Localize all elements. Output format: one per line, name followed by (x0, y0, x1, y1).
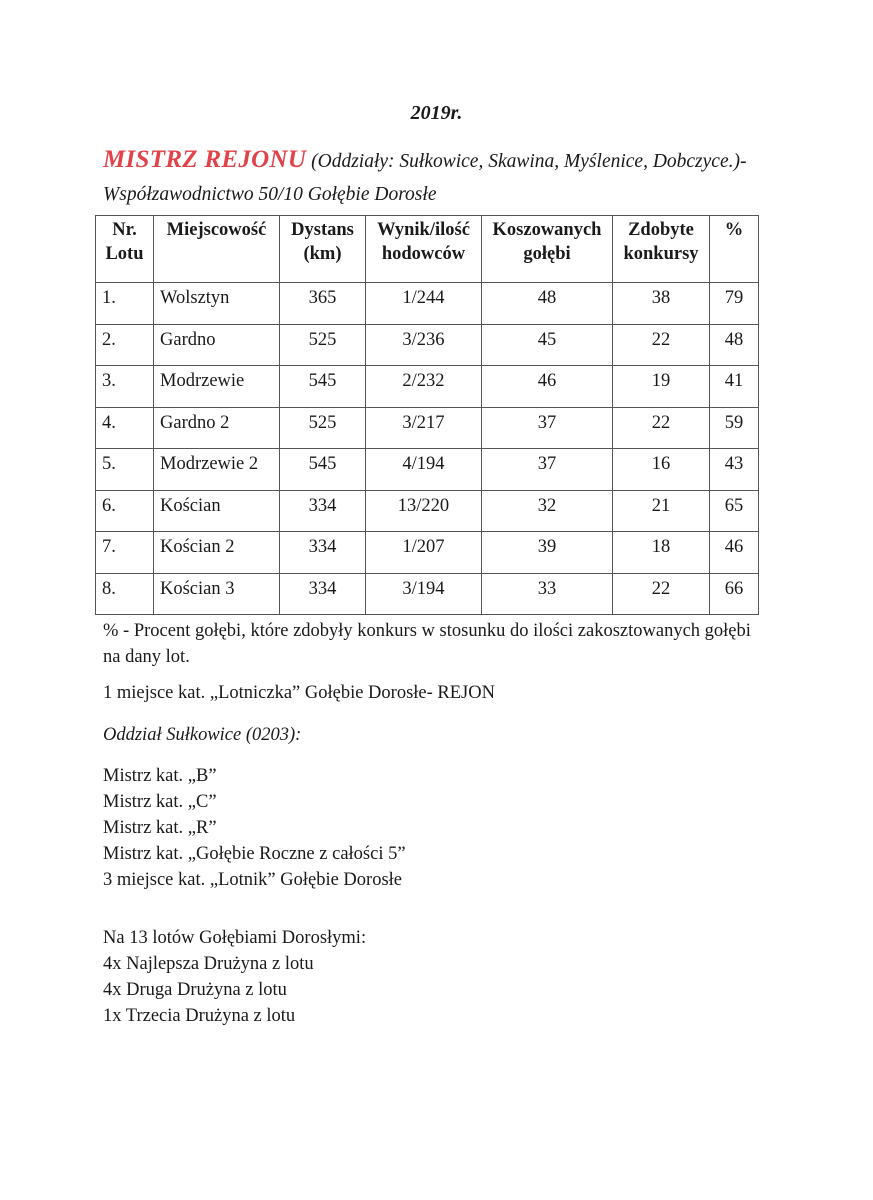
cell-place: Wolsztyn (154, 283, 280, 325)
document-heading (103, 143, 763, 211)
cell-nr: 2. (96, 324, 154, 366)
document-year: 2019r. (410, 102, 463, 124)
cell-percent: 59 (710, 407, 759, 449)
list-item: Na 13 lotów Gołębiami Dorosłymi: (103, 928, 367, 948)
table-row (96, 324, 759, 366)
table-row (96, 283, 759, 325)
cell-prizes: 21 (613, 490, 710, 532)
table-row (96, 490, 759, 532)
cell-nr: 5. (96, 449, 154, 491)
cell-nr: 3. (96, 366, 154, 408)
cell-basketed: 37 (482, 449, 613, 491)
cell-place: Gardno (154, 324, 280, 366)
cell-basketed: 45 (482, 324, 613, 366)
cell-basketed: 39 (482, 532, 613, 574)
cell-result: 1/244 (366, 283, 482, 325)
cell-percent: 79 (710, 283, 759, 325)
header-prizes: Zdobyte konkursy (613, 216, 710, 283)
list-item: 4x Najlepsza Drużyna z lotu (103, 954, 314, 974)
cell-percent: 41 (710, 366, 759, 408)
header-place: Miejscowość (154, 216, 280, 283)
header-nr: Nr. Lotu (96, 216, 154, 283)
cell-percent: 48 (710, 324, 759, 366)
cell-result: 3/236 (366, 324, 482, 366)
region-award: 1 miejsce kat. „Lotniczka” Gołębie Dorosłe- REJON (103, 683, 495, 703)
cell-percent: 65 (710, 490, 759, 532)
cell-result: 2/232 (366, 366, 482, 408)
cell-prizes: 19 (613, 366, 710, 408)
cell-nr: 8. (96, 573, 154, 615)
list-item: Mistrz kat. „B” (103, 766, 217, 786)
cell-result: 4/194 (366, 449, 482, 491)
cell-nr: 7. (96, 532, 154, 574)
table-row (96, 573, 759, 615)
list-item: Mistrz kat. „Gołębie Roczne z całości 5” (103, 844, 406, 864)
cell-prizes: 22 (613, 573, 710, 615)
cell-prizes: 22 (613, 324, 710, 366)
cell-result: 3/217 (366, 407, 482, 449)
cell-place: Modrzewie (154, 366, 280, 408)
heading-subtitle: (Oddziały: Sułkowice, Skawina, Myślenice, Dobczyce.)- Współzawodnictwo 50/10 Gołębie Dorosłe (103, 151, 747, 205)
cell-result: 13/220 (366, 490, 482, 532)
cell-result: 3/194 (366, 573, 482, 615)
table-row (96, 366, 759, 408)
list-item: Mistrz kat. „R” (103, 818, 217, 838)
cell-basketed: 48 (482, 283, 613, 325)
cell-place: Gardno 2 (154, 407, 280, 449)
header-distance: Dystans (km) (280, 216, 366, 283)
table-row (96, 407, 759, 449)
team-awards-list (103, 925, 366, 1029)
cell-prizes: 22 (613, 407, 710, 449)
cell-distance: 334 (280, 532, 366, 574)
cell-percent: 43 (710, 449, 759, 491)
cell-place: Kościan (154, 490, 280, 532)
cell-result: 1/207 (366, 532, 482, 574)
header-result: Wynik/ilość hodowców (366, 216, 482, 283)
cell-place: Kościan 2 (154, 532, 280, 574)
cell-prizes: 38 (613, 283, 710, 325)
cell-distance: 334 (280, 573, 366, 615)
table-row (96, 532, 759, 574)
cell-nr: 1. (96, 283, 154, 325)
cell-distance: 525 (280, 324, 366, 366)
cell-basketed: 32 (482, 490, 613, 532)
list-item: Mistrz kat. „C” (103, 792, 217, 812)
cell-distance: 545 (280, 366, 366, 408)
cell-distance: 525 (280, 407, 366, 449)
cell-percent: 46 (710, 532, 759, 574)
list-item: 1x Trzecia Drużyna z lotu (103, 1006, 296, 1026)
heading-title: MISTRZ REJONU (103, 146, 307, 173)
branch-awards-list (103, 763, 406, 893)
cell-nr: 4. (96, 407, 154, 449)
cell-percent: 66 (710, 573, 759, 615)
cell-basketed: 46 (482, 366, 613, 408)
cell-place: Modrzewie 2 (154, 449, 280, 491)
cell-distance: 334 (280, 490, 366, 532)
table-header-row (96, 216, 759, 283)
cell-distance: 365 (280, 283, 366, 325)
cell-basketed: 37 (482, 407, 613, 449)
cell-distance: 545 (280, 449, 366, 491)
header-basketed: Koszowanych gołębi (482, 216, 613, 283)
branch-title: Oddział Sułkowice (0203): (103, 725, 302, 745)
list-item: 4x Druga Drużyna z lotu (103, 980, 287, 1000)
list-item: 3 miejsce kat. „Lotnik” Gołębie Dorosłe (103, 870, 402, 890)
cell-nr: 6. (96, 490, 154, 532)
table-row (96, 449, 759, 491)
results-table (95, 215, 759, 615)
cell-prizes: 16 (613, 449, 710, 491)
cell-prizes: 18 (613, 532, 710, 574)
header-percent: % (710, 216, 759, 283)
cell-place: Kościan 3 (154, 573, 280, 615)
cell-basketed: 33 (482, 573, 613, 615)
percent-footnote: % - Procent gołębi, które zdobyły konkurs w stosunku do ilości zakosztowanych gołębi na dany lot. (103, 621, 751, 667)
